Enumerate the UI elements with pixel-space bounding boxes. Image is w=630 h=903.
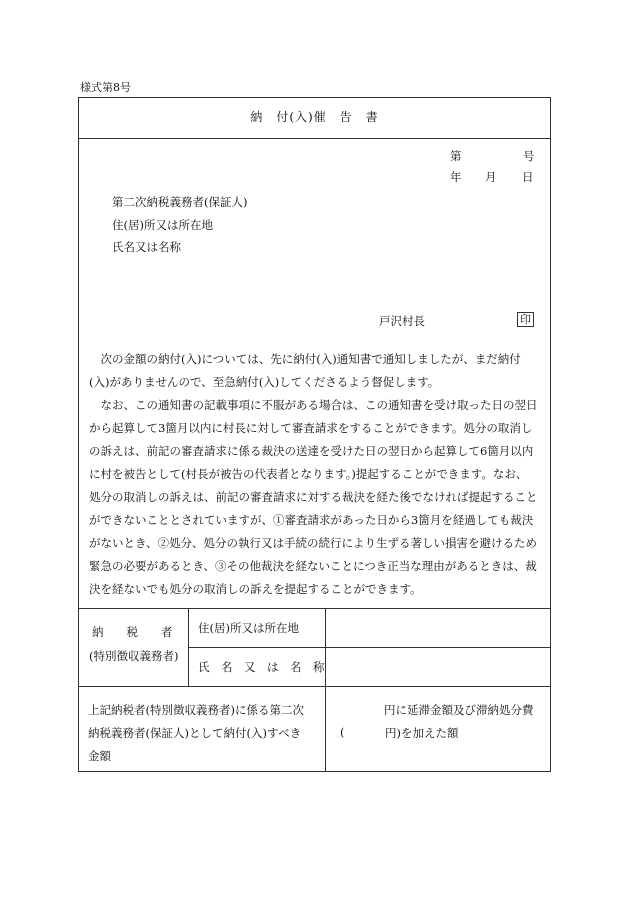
notice-form: [78, 97, 551, 772]
issuer-title: 戸沢村長: [379, 314, 425, 328]
addressee-name-label: 氏名又は名称: [112, 240, 181, 254]
seal-mark: 印: [517, 312, 534, 327]
amount-col-border: [325, 686, 326, 772]
date-day: 日: [522, 170, 534, 184]
taxpayer-address-label: 住(居)所又は所在地: [198, 621, 299, 635]
notice-line: 次の金額の納付(入)については、先に納付(入)通知書で通知しましたが、まだ納付: [89, 352, 521, 366]
amount-value-line1: 円に延滞金額及び滞納処分費: [384, 703, 534, 717]
amount-label-line: 上記納税者(特別徴収義務者)に係る第二次: [88, 703, 304, 717]
title-divider: [79, 138, 550, 139]
amount-value-open-paren: (: [340, 725, 345, 739]
notice-line: から起算して3箇月以内に村長に対して審査請求をすることができます。処分の取消し: [89, 421, 533, 435]
notice-line: (入)がありませんので、至急納付(入)してくださるよう督促します。: [89, 375, 440, 389]
form-title: 納 付(入)催 告 書: [250, 110, 379, 124]
amount-value-line2: 円)を加えた額: [385, 726, 459, 740]
amount-label-line: 納税義務者(保証人)として納付(入)すべき: [88, 726, 302, 740]
addressee-role: 第二次納税義務者(保証人): [112, 195, 248, 209]
notice-line: 決を経ないでも処分の取消しの訴えを提起することができます。: [89, 582, 422, 596]
date-year: 年: [450, 170, 462, 184]
notice-line: がないとき、②処分、処分の執行又は手続の続行により生ずる著しい損害を避けるため: [89, 536, 538, 550]
notice-line: 緊急の必要があるとき、③その他裁決を経ないことにつき正当な理由があるときは、裁: [89, 559, 537, 573]
amount-top-border: [79, 686, 550, 687]
taxpayer-top-border: [79, 608, 550, 609]
notice-line: に村を被告として(村長が被告の代表者となります。)提起することができます。なお、: [89, 467, 528, 481]
form-code: 様式第8号: [80, 81, 131, 94]
taxpayer-name-label: 氏 名 又 は 名 称: [198, 660, 325, 674]
date-month: 月: [485, 170, 497, 184]
taxpayer-label: 納 税 者: [92, 625, 173, 639]
taxpayer-sublabel: (特別徴収義務者): [89, 649, 179, 663]
addressee-address-label: 住(居)所又は所在地: [112, 218, 213, 232]
notice-line: ができないこととされていますが、①審査請求があった日から3箇月を経過しても裁決: [89, 513, 534, 527]
notice-line: の訴えは、前記の審査請求に係る裁決の送達を受けた日の翌日から起算して6箇月以内: [89, 444, 534, 458]
taxpayer-mid-border: [188, 647, 550, 648]
number-prefix: 第: [450, 149, 462, 163]
number-suffix: 号: [523, 149, 535, 163]
notice-line: 処分の取消しの訴えは、前記の審査請求に対する裁決を経た後でなければ提起すること: [89, 490, 538, 504]
notice-line: なお、この通知書の記載事項に不服がある場合は、この通知書を受け取った日の翌日: [89, 398, 538, 412]
amount-label-line: 金額: [88, 749, 111, 763]
